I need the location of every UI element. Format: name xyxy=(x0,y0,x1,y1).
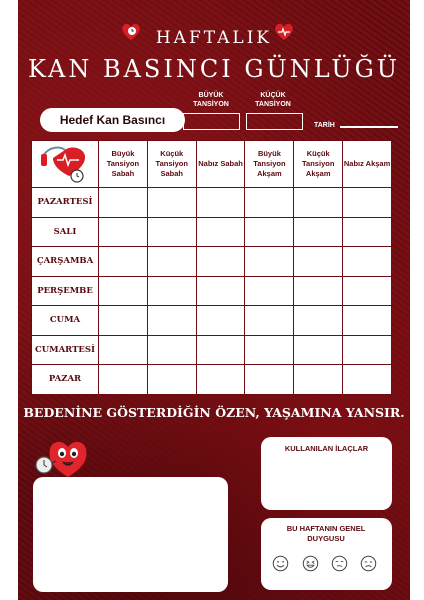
date-label: TARİH xyxy=(314,122,335,129)
table-row xyxy=(32,188,392,218)
entry-cell[interactable] xyxy=(99,247,148,277)
notes-field[interactable] xyxy=(33,477,228,592)
entry-cell[interactable] xyxy=(196,247,245,277)
entry-cell[interactable] xyxy=(294,217,343,247)
col-header: Büyük Tansiyon Akşam xyxy=(245,141,294,188)
mood-label: BU HAFTANIN GENEL DUYGUSU xyxy=(286,524,366,543)
entry-cell[interactable] xyxy=(147,276,196,306)
motto-text: BEDENİNE GÖSTERDİĞİN ÖZEN, YAŞAMINA YANSIR. xyxy=(23,405,405,420)
date-field[interactable] xyxy=(340,126,398,128)
diastolic-label: KÜÇÜK TANSİYON xyxy=(255,92,291,108)
entry-cell[interactable] xyxy=(147,306,196,336)
day-label: SALI xyxy=(32,217,99,247)
day-label: PAZAR xyxy=(32,365,99,395)
entry-cell[interactable] xyxy=(196,335,245,365)
table-row xyxy=(32,247,392,277)
entry-cell[interactable] xyxy=(245,247,294,277)
entry-cell[interactable] xyxy=(343,217,392,247)
entry-cell[interactable] xyxy=(294,276,343,306)
table-row xyxy=(32,276,392,306)
entry-cell[interactable] xyxy=(99,188,148,218)
entry-cell[interactable] xyxy=(99,306,148,336)
entry-cell[interactable] xyxy=(294,335,343,365)
entry-cell[interactable] xyxy=(245,188,294,218)
day-label: PERŞEMBE xyxy=(32,276,99,306)
table-header-row xyxy=(32,141,392,188)
col-header: Nabız Sabah xyxy=(196,141,245,188)
col-header: Nabız Akşam xyxy=(343,141,392,188)
entry-cell[interactable] xyxy=(343,306,392,336)
entry-cell[interactable] xyxy=(147,217,196,247)
entry-cell[interactable] xyxy=(147,247,196,277)
sad-face-icon[interactable] xyxy=(360,555,377,572)
planner-sheet xyxy=(18,0,410,600)
entry-cell[interactable] xyxy=(147,365,196,395)
entry-cell[interactable] xyxy=(294,306,343,336)
entry-cell[interactable] xyxy=(196,217,245,247)
entry-cell[interactable] xyxy=(294,365,343,395)
table-row xyxy=(32,217,392,247)
table-row xyxy=(32,365,392,395)
table-row xyxy=(32,306,392,336)
medications-label: KULLANILAN İLAÇLAR xyxy=(284,444,369,453)
entry-cell[interactable] xyxy=(99,217,148,247)
entry-cell[interactable] xyxy=(343,365,392,395)
entry-cell[interactable] xyxy=(245,306,294,336)
entry-cell[interactable] xyxy=(245,335,294,365)
entry-cell[interactable] xyxy=(147,188,196,218)
entry-cell[interactable] xyxy=(196,188,245,218)
neutral-face-icon[interactable] xyxy=(331,555,348,572)
entry-cell[interactable] xyxy=(147,335,196,365)
blood-pressure-monitor-icon xyxy=(32,141,99,188)
entry-cell[interactable] xyxy=(343,188,392,218)
col-header: Küçük Tansiyon Akşam xyxy=(294,141,343,188)
systolic-field[interactable] xyxy=(183,113,240,130)
systolic-label: BÜYÜK TANSİYON xyxy=(193,92,229,108)
day-label: CUMARTESİ xyxy=(32,335,99,365)
entry-cell[interactable] xyxy=(343,276,392,306)
entry-cell[interactable] xyxy=(245,217,294,247)
entry-cell[interactable] xyxy=(99,365,148,395)
day-label: CUMA xyxy=(32,306,99,336)
entry-cell[interactable] xyxy=(343,335,392,365)
heart-mascot-icon xyxy=(32,433,94,481)
col-header: Büyük Tansiyon Sabah xyxy=(99,141,148,188)
target-bp-label: Hedef Kan Basıncı xyxy=(40,108,185,132)
entry-cell[interactable] xyxy=(99,276,148,306)
entry-cell[interactable] xyxy=(196,365,245,395)
entry-cell[interactable] xyxy=(196,276,245,306)
title-main: KAN BASINCI GÜNLÜĞÜ xyxy=(28,55,400,83)
entry-cell[interactable] xyxy=(294,247,343,277)
table-row xyxy=(32,335,392,365)
laughing-face-icon[interactable] xyxy=(302,555,319,572)
title-weekly: HAFTALIK xyxy=(155,28,273,48)
entry-cell[interactable] xyxy=(99,335,148,365)
weekly-log-table xyxy=(31,140,392,395)
day-label: ÇARŞAMBA xyxy=(32,247,99,277)
entry-cell[interactable] xyxy=(294,188,343,218)
col-header: Küçük Tansiyon Sabah xyxy=(147,141,196,188)
entry-cell[interactable] xyxy=(343,247,392,277)
smiling-face-icon[interactable] xyxy=(272,555,289,572)
entry-cell[interactable] xyxy=(245,365,294,395)
entry-cell[interactable] xyxy=(196,306,245,336)
entry-cell[interactable] xyxy=(245,276,294,306)
day-label: PAZARTESİ xyxy=(32,188,99,218)
diastolic-field[interactable] xyxy=(246,113,303,130)
